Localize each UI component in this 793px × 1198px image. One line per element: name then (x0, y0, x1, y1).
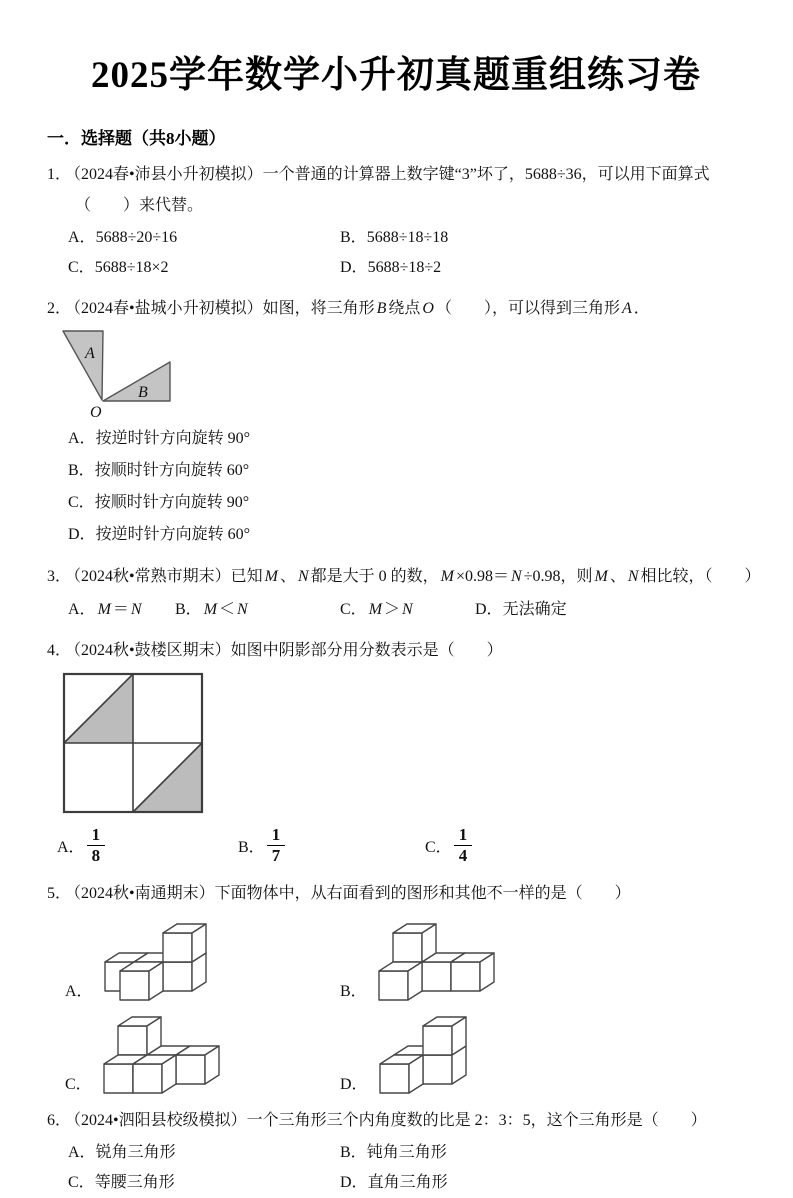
cube-figure-c (102, 1015, 221, 1095)
variable-m: M (368, 601, 383, 618)
question-1-text (47, 159, 745, 190)
question-text: （2024秋•鼓楼区期末）如图中阴影部分用分数表示是（ ） (73, 642, 503, 659)
option-a (68, 1138, 340, 1168)
option-c (68, 253, 340, 283)
option-label: B． (238, 838, 265, 856)
question-text: （ ），可以得到三角形 (435, 300, 620, 317)
option-label: D． (340, 1076, 368, 1093)
cube-figure-b (377, 922, 496, 1002)
question-number: 3． (47, 568, 72, 585)
option-b (238, 825, 425, 865)
option-text: 直角三角形 (367, 1174, 448, 1191)
variable-m: M (97, 601, 111, 618)
figure-option-d (340, 1015, 468, 1095)
question-5-figures-row-2 (47, 1015, 745, 1095)
option-label: B． (340, 1144, 367, 1161)
variable-n: N (237, 601, 248, 618)
question-text: （2024秋•南通期末）下面物体中，从右面看到的图形和其他不一样的是（ ） (73, 885, 631, 902)
triangle-a-shape (63, 331, 103, 400)
fraction-denominator: 8 (91, 845, 101, 865)
rotation-triangles-figure (58, 328, 183, 421)
fraction-denominator: 7 (271, 845, 281, 865)
fraction (267, 825, 286, 865)
figure-option-b (340, 922, 496, 1002)
option-d (340, 253, 745, 283)
question-text: （2024春•沛县小升初模拟）一个普通的计算器上数字键“3”坏了，5688÷36，可以用下面算式 (73, 166, 710, 183)
option-label: A． (68, 601, 96, 618)
point-o-label: O (90, 404, 102, 421)
option-label: A． (57, 838, 85, 856)
figure-option-a (65, 922, 340, 1002)
variable-m: M (203, 601, 218, 618)
question-text: （2024秋•常熟市期末）已知 (73, 568, 263, 585)
question-number: 4． (47, 642, 72, 659)
option-label: A． (68, 1144, 96, 1161)
variable-m: M (264, 568, 278, 585)
option-a (68, 223, 340, 253)
option-text: 5688÷18×2 (94, 259, 169, 276)
option-text: 5688÷18÷18 (366, 229, 449, 246)
option-text: 按顺时针方向旋转 90° (94, 494, 250, 511)
option-c (68, 487, 745, 519)
option-b (68, 455, 745, 487)
option-label: B． (340, 983, 367, 1000)
question-6-options (47, 1138, 745, 1198)
shaded-square-figure (62, 672, 204, 816)
question-3-options (47, 594, 745, 625)
fraction (87, 825, 106, 865)
option-d (475, 594, 567, 625)
question-text: 、 (609, 568, 626, 585)
fraction (454, 825, 473, 865)
page-title: 2025学年数学小升初真题重组练习卷 (91, 55, 701, 96)
option-label: D． (340, 1174, 368, 1191)
variable-a: A (622, 300, 632, 317)
option-text: 锐角三角形 (95, 1144, 176, 1161)
option-label: C． (425, 838, 452, 856)
option-text: 等腰三角形 (94, 1174, 175, 1191)
question-4 (47, 635, 745, 868)
question-number: 5． (47, 885, 72, 902)
question-2-options (47, 423, 745, 551)
question-1 (47, 159, 745, 283)
option-label: D． (68, 526, 96, 543)
question-5-figures-row-1 (47, 922, 745, 1002)
figure-option-c (65, 1015, 340, 1095)
variable-n: N (511, 568, 522, 585)
option-label: A． (68, 229, 96, 246)
question-text: 都是大于 0 的数， (310, 568, 439, 585)
option-label: D． (475, 601, 503, 618)
fraction-numerator: 1 (267, 825, 286, 846)
variable-n: N (402, 601, 413, 618)
operator: ＞ (384, 601, 401, 618)
fraction-denominator: 4 (458, 845, 468, 865)
question-1-options (47, 223, 745, 283)
option-c (68, 1168, 340, 1198)
fraction-numerator: 1 (454, 825, 473, 846)
option-text: 无法确定 (502, 601, 567, 618)
option-text: 按顺时针方向旋转 60° (94, 462, 250, 479)
option-label: C． (68, 259, 95, 276)
option-label: D． (340, 259, 368, 276)
variable-n: N (297, 568, 309, 585)
operator: ＜ (219, 601, 236, 618)
question-4-text (47, 635, 745, 666)
option-label: B． (175, 601, 202, 618)
triangle-b-label: B (138, 384, 148, 401)
option-d (340, 1168, 745, 1198)
option-text: 5688÷18÷2 (367, 259, 442, 276)
question-5 (47, 878, 745, 1095)
option-b (175, 594, 340, 625)
option-label: C． (65, 1076, 92, 1093)
option-a (68, 423, 745, 455)
option-d (68, 519, 745, 551)
question-6 (47, 1105, 745, 1198)
question-number: 1． (47, 166, 72, 183)
cube-figure-d (378, 1015, 468, 1095)
fraction-numerator: 1 (87, 825, 106, 846)
question-2 (47, 293, 745, 551)
variable-m: M (594, 568, 608, 585)
option-a (68, 594, 175, 625)
option-label: C． (340, 601, 367, 618)
cube-figure-a (103, 922, 208, 1002)
section-heading: 一．选择题（共8小题） (47, 129, 226, 148)
option-c (340, 594, 475, 625)
question-text: 相比较，（ ） (640, 568, 761, 585)
option-a (57, 825, 238, 865)
question-6-text (47, 1105, 745, 1136)
operator: ＝ (112, 601, 129, 618)
variable-n: N (130, 601, 142, 618)
question-text: ． (633, 300, 650, 317)
option-text: 按逆时针方向旋转 60° (95, 526, 250, 543)
question-4-options (47, 822, 745, 868)
question-1-text-line2: （ ）来代替。 (75, 197, 204, 214)
option-c (425, 825, 472, 865)
question-text: （2024•泗阳县校级模拟）一个三角形三个内角度数的比是 2：3：5，这个三角形是（ ） (73, 1112, 707, 1129)
variable-n: N (627, 568, 639, 585)
question-text: （2024春•盐城小升初模拟）如图，将三角形 (73, 300, 375, 317)
option-text: 钝角三角形 (366, 1144, 447, 1161)
triangle-a-label: A (85, 345, 95, 362)
question-5-text (47, 878, 745, 909)
question-text: ÷0.98，则 (523, 568, 593, 585)
variable-o: O (422, 300, 434, 317)
question-3 (47, 561, 761, 625)
triangle-b-shape (103, 362, 170, 401)
question-3-text (47, 561, 761, 592)
option-label: C． (68, 494, 95, 511)
question-number: 6． (47, 1112, 72, 1129)
option-text: 5688÷20÷16 (95, 229, 178, 246)
option-label: C． (68, 1174, 95, 1191)
option-b (340, 223, 745, 253)
option-label: A． (68, 430, 96, 447)
question-number: 2． (47, 300, 72, 317)
option-label: B． (340, 229, 367, 246)
option-label: A． (65, 983, 93, 1000)
variable-m: M (440, 568, 454, 585)
option-label: B． (68, 462, 95, 479)
question-text: 绕点 (388, 300, 421, 317)
question-text: 、 (279, 568, 296, 585)
question-text: ×0.98＝ (455, 568, 510, 585)
option-text: 按逆时针方向旋转 90° (95, 430, 250, 447)
question-2-text (47, 293, 745, 324)
option-b (340, 1138, 745, 1168)
variable-b: B (376, 300, 387, 317)
